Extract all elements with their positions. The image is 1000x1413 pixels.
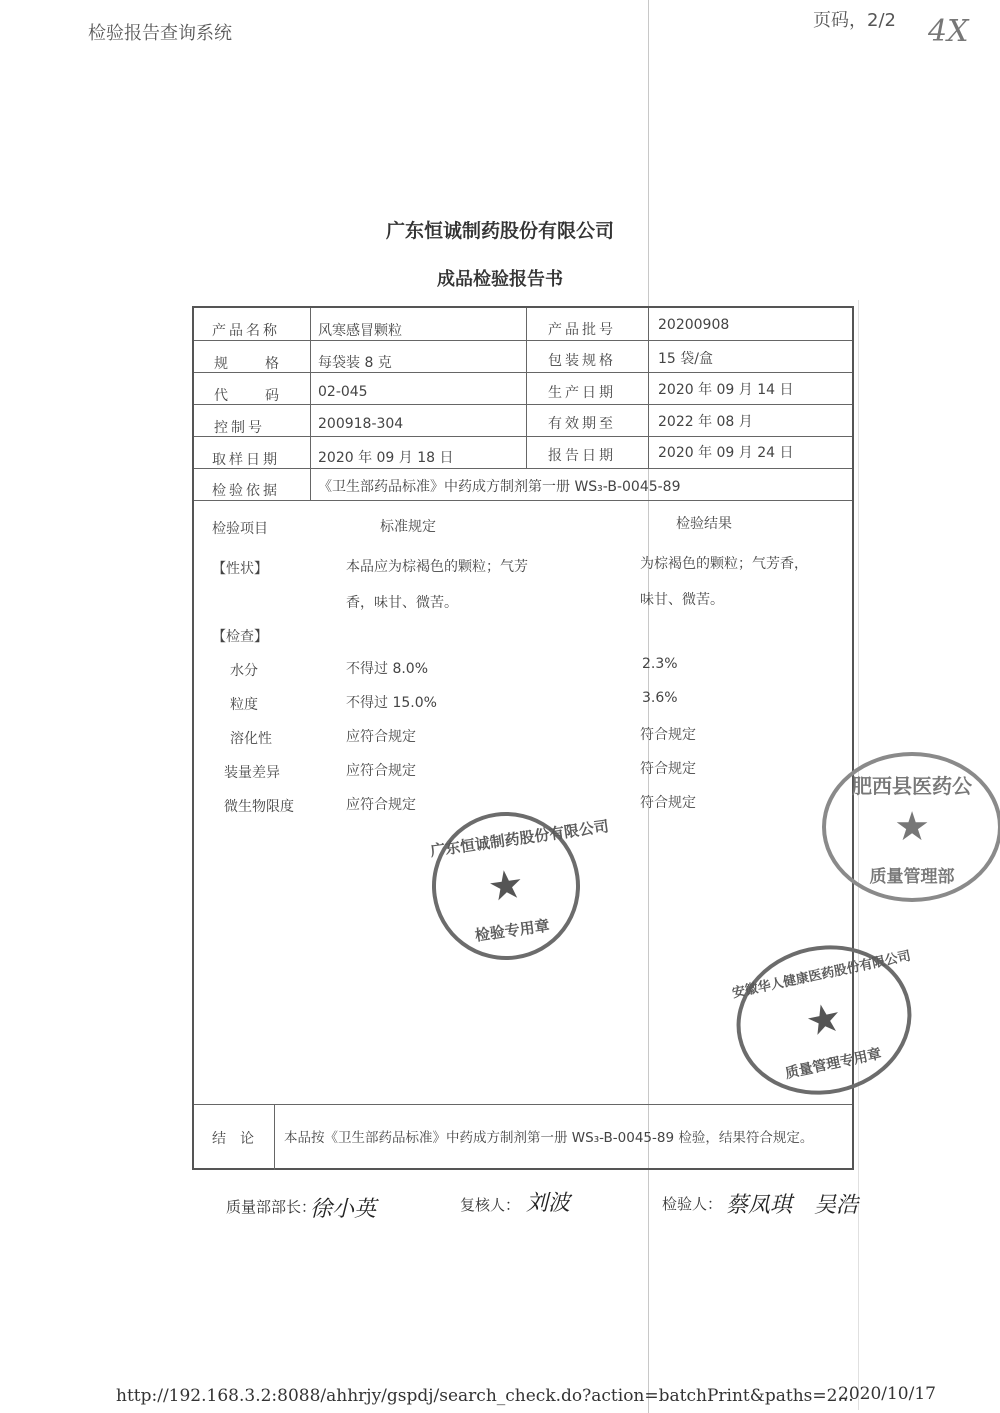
expiry-label: 有效期至 [548, 416, 616, 432]
test-row-standard: 应符合规定 [346, 797, 416, 813]
system-title: 检验报告查询系统 [88, 23, 232, 44]
batch-value: 20200908 [658, 317, 730, 333]
test-row-standard: 不得过 8.0% [346, 661, 429, 677]
print-url: http://192.168.3.2:8088/ahhrjy/gspdj/search_check.do?action=batchPrint&paths=2... [116, 1386, 854, 1406]
test-standard-header: 标准规定 [380, 519, 436, 535]
conclusion-label: 结 论 [212, 1131, 254, 1147]
control-label: 控制号 [214, 420, 265, 436]
test-result-header: 检验结果 [676, 516, 732, 532]
control-value: 200918-304 [318, 416, 404, 432]
print-date: 2020/10/17 [838, 1384, 936, 1404]
conclusion-text: 本品按《卫生部药品标准》中药成方制剂第一册 WS₃-B-0045-89 检验，结果符合规定。 [284, 1130, 814, 1146]
star-icon: ★ [894, 804, 930, 850]
test-row-item: 粒度 [230, 697, 258, 713]
sample-date-label: 取样日期 [212, 452, 280, 468]
test-row-standard: 应符合规定 [346, 729, 416, 745]
report-date-value: 2020 年 09 月 24 日 [658, 445, 794, 461]
test-row-result: 2.3% [642, 656, 678, 672]
inspector-signature: 蔡凤琪 吴浩 [726, 1193, 859, 1218]
spec-value: 每袋装 8 克 [318, 355, 392, 371]
test-row-result: 符合规定 [640, 727, 696, 743]
company-inspection-seal: 广东恒诚制药股份有限公司 ★ 检验专用章 [422, 802, 589, 969]
product-name-label: 产品名称 [212, 323, 280, 339]
quality-management-seal: 安徽华人健康医药股份有限公司 ★ 质量管理专用章 [723, 929, 926, 1110]
appearance-result-line2: 味甘、微苦。 [640, 592, 724, 608]
appearance-standard-line1: 本品应为棕褐色的颗粒；气芳 [346, 559, 528, 575]
inspector-label: 检验人： [662, 1195, 723, 1213]
handwritten-mark: 4X [928, 14, 969, 49]
test-row-result: 3.6% [642, 690, 678, 706]
product-name-value: 风寒感冒颗粒 [318, 323, 402, 339]
qa-head-label: 质量部部长： [226, 1198, 317, 1216]
star-icon: ★ [801, 993, 847, 1047]
reviewer-signature: 刘波 [526, 1191, 571, 1216]
batch-label: 产品批号 [548, 322, 616, 338]
basis-value: 《卫生部药品标准》中药成方制剂第一册 WS₃-B-0045-89 [318, 479, 681, 495]
star-icon: ★ [485, 860, 527, 912]
test-row-standard: 不得过 15.0% [346, 695, 437, 711]
test-row-result: 符合规定 [640, 761, 696, 777]
check-label: 【检查】 [212, 629, 268, 645]
report-date-label: 报告日期 [548, 448, 616, 464]
test-row-standard: 应符合规定 [346, 763, 416, 779]
expiry-value: 2022 年 08 月 [658, 414, 753, 430]
package-label: 包装规格 [548, 353, 616, 369]
page-number: 页码，2/2 [813, 10, 896, 31]
prod-date-label: 生产日期 [548, 385, 616, 401]
company-name: 广东恒诚制药股份有限公司 [385, 220, 614, 242]
qa-head-signature: 徐小英 [310, 1197, 377, 1222]
appearance-standard-line2: 香，味甘、微苦。 [346, 595, 458, 611]
document-title: 成品检验报告书 [437, 269, 563, 290]
county-pharma-seal: 肥西县医药公 ★ 质量管理部 [822, 752, 1000, 902]
test-row-result: 符合规定 [640, 795, 696, 811]
spec-label: 规 格 [214, 356, 282, 372]
test-item-header: 检验项目 [212, 521, 268, 537]
code-value: 02-045 [318, 384, 368, 400]
code-label: 代 码 [214, 388, 282, 404]
test-row-item: 溶化性 [230, 731, 272, 747]
appearance-label: 【性状】 [212, 561, 268, 577]
test-row-item: 微生物限度 [224, 799, 294, 815]
package-value: 15 袋/盒 [658, 351, 713, 367]
test-row-item: 装量差异 [224, 765, 280, 781]
reviewer-label: 复核人： [460, 1196, 521, 1214]
test-row-item: 水分 [230, 663, 258, 679]
prod-date-value: 2020 年 09 月 14 日 [658, 382, 794, 398]
sample-date-value: 2020 年 09 月 18 日 [318, 450, 454, 466]
appearance-result-line1: 为棕褐色的颗粒；气芳香， [640, 556, 808, 572]
basis-label: 检验依据 [212, 483, 280, 499]
